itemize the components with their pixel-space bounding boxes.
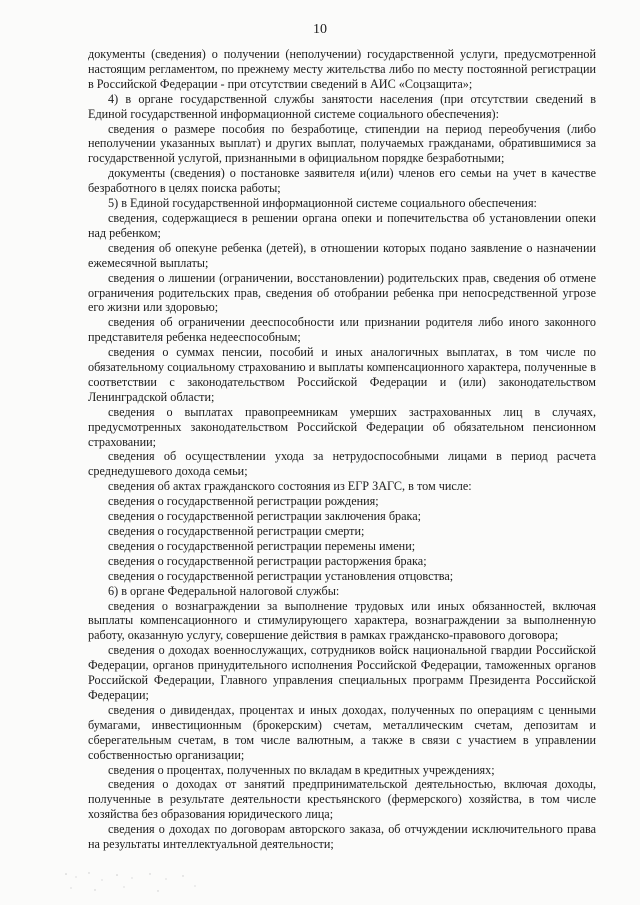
- paragraph: сведения о выплатах правопреемникам умерших застрахованных лиц в случаях, предусмотренных законодательством Российской Федерации об обязательном пенсионном страховании;: [88, 404, 596, 449]
- paragraph: 6) в органе Федеральной налоговой службы:: [108, 583, 340, 598]
- paragraph: сведения о процентах, полученных по вкладам в кредитных учреждениях;: [108, 762, 495, 777]
- paragraph: сведения о размере пособия по безработице, стипендии на период переобучения (либо неполучении указанных выплат) и других выплат, получаемых гражданами, обратившимися за государственной услугой, признанными в официальном порядке безработными;: [88, 121, 596, 166]
- paragraph: 4) в органе государственной службы занятости населения (при отсутствии сведений в Единой государственной информационной системе социального обеспечения):: [88, 91, 596, 121]
- page-number: 10: [313, 22, 327, 37]
- paragraph: документы (сведения) о получении (неполучении) государственной услуги, предусмотренной настоящим регламентом, по прежнему месту жительства либо по месту постоянной регистрации в Российской Федерации - при отсутствии сведений в АИС «Соцзащита»;: [88, 47, 596, 91]
- paragraph: сведения о дивидендах, процентах и иных доходах, полученных по операциям с ценными бумагами, инвестиционным (брокерским) счетам, металлическим счетам, депозитам и сберегательным счетам, в том числе валютным, а также в связи с участием в управлении собственностью организации;: [88, 702, 596, 762]
- paragraph: сведения о доходах от занятий предпринимательской деятельностью, включая доходы, полученные в результате деятельности крестьянского (фермерского) хозяйства, в том числе хозяйства без образования юридического лица;: [88, 777, 596, 822]
- list-item: сведения о государственной регистрации установления отцовства;: [108, 568, 454, 583]
- paragraph: сведения, содержащиеся в решении органа опеки и попечительства об установлении опеки над ребенком;: [88, 210, 596, 240]
- paragraph: 5) в Единой государственной информационной системе социального обеспечения:: [108, 196, 537, 211]
- paragraph: сведения о суммах пенсии, пособий и иных аналогичных выплатах, в том числе по обязательному социальному страхованию и выплаты компенсационного характера, полученные в соответствии с законодательством Российской Федерации и (или) законодательством Ленинградской области;: [88, 345, 596, 404]
- list-item: сведения о государственной регистрации перемены имени;: [108, 538, 416, 553]
- paragraph: сведения о вознаграждении за выполнение трудовых или иных обязанностей, включая выплаты компенсационного и стимулирующего характера, вознаграждении за выполненную работу, оказанную услугу, совершение действия в рамках гражданско-правового договора;: [88, 598, 596, 643]
- paragraph: документы (сведения) о постановке заявителя и(или) членов его семьи на учет в качестве безработного в целях поиска работы;: [88, 166, 596, 196]
- paragraph: сведения о лишении (ограничении, восстановлении) родительских прав, сведения об отмене ограничения родительских прав, сведения об отобрании ребенка при непосредственной угрозе его жизни или здоровью;: [88, 270, 596, 315]
- paragraph: сведения о доходах военнослужащих, сотрудников войск национальной гвардии Российской Федерации, органов принудительного исполнения Российской Федерации, таможенных органов Российской Федерации, Главного управления специальных программ Президента Российской Федерации;: [88, 643, 596, 702]
- list-item: сведения о государственной регистрации рождения;: [108, 494, 379, 509]
- paragraph: сведения об осуществлении ухода за нетрудоспособными лицами в период расчета среднедушевого дохода семьи;: [88, 449, 596, 479]
- paragraph: сведения об ограничении дееспособности или признании родителя либо иного законного представителя ребенка недееспособным;: [88, 315, 596, 345]
- list-item: сведения о государственной регистрации смерти;: [108, 524, 365, 538]
- list-item: сведения о государственной регистрации расторжения брака;: [108, 553, 427, 568]
- paragraph: сведения об актах гражданского состояния из ЕГР ЗАГС, в том числе:: [108, 479, 472, 494]
- paragraph: сведения об опекуне ребенка (детей), в отношении которых подано заявление о назначении ежемесячной выплаты;: [88, 240, 596, 270]
- scan-artifact: [62, 868, 212, 898]
- list-item: сведения о государственной регистрации заключения брака;: [108, 509, 422, 524]
- paragraph: сведения о доходах по договорам авторского заказа, об отчуждении исключительного права на результаты интеллектуальной деятельности;: [88, 822, 596, 852]
- document-body: [88, 47, 596, 852]
